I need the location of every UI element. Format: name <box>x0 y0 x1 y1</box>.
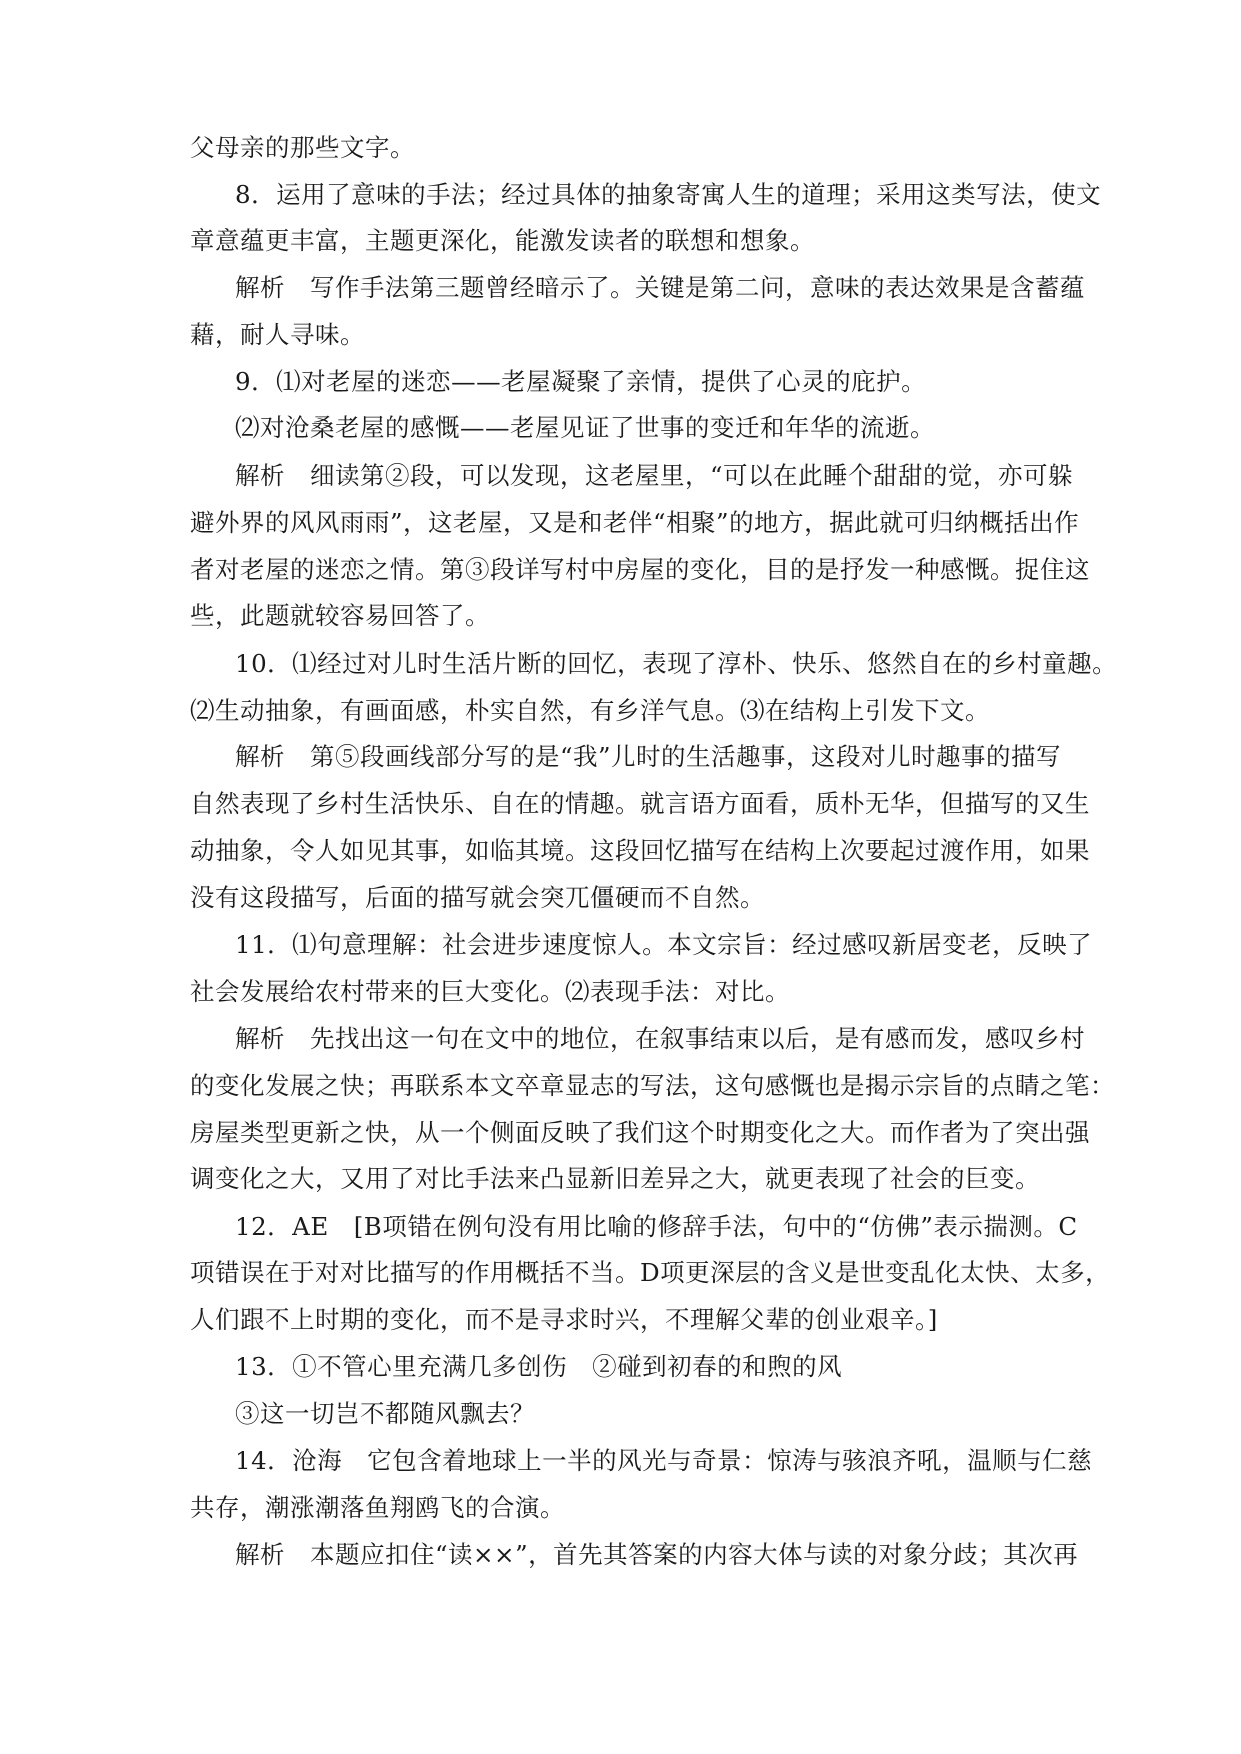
text-line: ⑵生动抽象，有画面感，朴实自然，有乡洋气息。⑶在结构上引发下文。 <box>190 696 990 725</box>
answer-11: 11．⑴句意理解：社会进步速度惊人。本文宗旨：经过感叹新居变老，反映了 <box>235 930 1093 959</box>
text-line: 人们跟不上时期的变化，而不是寻求时兴，不理解父辈的创业艰辛。] <box>190 1305 938 1334</box>
text-line: 避外界的风风雨雨”，这老屋，又是和老伴“相聚”的地方，据此就可归纳概括出作 <box>190 508 1080 537</box>
text-line: 房屋类型更新之快，从一个侧面反映了我们这个时期变化之大。而作者为了突出强 <box>190 1118 1090 1147</box>
answer-9: 9．⑴对老屋的迷恋——老屋凝聚了亲情，提供了心灵的庇护。 <box>235 367 927 396</box>
text-line: 调变化之大，又用了对比手法来凸显新旧差异之大，就更表现了社会的巨变。 <box>190 1164 1040 1193</box>
text-line: 者对老屋的迷恋之情。第③段详写村中房屋的变化，目的是抒发一种感慨。捉住这 <box>190 555 1090 584</box>
answer-10: 10．⑴经过对儿时生活片断的回忆，表现了淳朴、快乐、悠然自在的乡村童趣。 <box>235 649 1118 678</box>
text-line: 的变化发展之快；再联系本文卒章显志的写法，这句感慨也是揭示宗旨的点睛之笔： <box>190 1071 1115 1100</box>
analysis-line: 解析 细读第②段，可以发现，这老屋里，“可以在此睡个甜甜的觉，亦可躲 <box>235 461 1074 490</box>
analysis-line: 解析 第⑤段画线部分写的是“我”儿时的生活趣事，这段对儿时趣事的描写 <box>235 742 1062 771</box>
text-line: 父母亲的那些文字。 <box>190 133 415 162</box>
text-line: 动抽象，令人如见其事，如临其境。这段回忆描写在结构上次要起过渡作用，如果 <box>190 836 1090 865</box>
answer-8: 8．运用了意味的手法；经过具体的抽象寄寓人生的道理；采用这类写法，使文 <box>235 180 1102 209</box>
text-line: 没有这段描写，后面的描写就会突兀僵硬而不自然。 <box>190 883 765 912</box>
text-line: ⑵对沧桑老屋的感慨——老屋见证了世事的变迁和年华的流逝。 <box>235 413 935 442</box>
text-line: 章意蕴更丰富，主题更深化，能激发读者的联想和想象。 <box>190 226 815 255</box>
text-line: 藉，耐人寻味。 <box>190 320 365 349</box>
answer-14: 14．沧海 它包含着地球上一半的风光与奇景：惊涛与骇浪齐吼，温顺与仁慈 <box>235 1446 1093 1475</box>
text-line: 些，此题就较容易回答了。 <box>190 601 490 630</box>
text-line: ③这一切岂不都随风飘去？ <box>235 1399 535 1428</box>
text-line: 社会发展给农村带来的巨大变化。⑵表现手法：对比。 <box>190 977 790 1006</box>
answer-13: 13．①不管心里充满几多创伤 ②碰到初春的和煦的风 <box>235 1352 843 1381</box>
analysis-line: 解析 本题应扣住“读××”，首先其答案的内容大体与读的对象分歧；其次再 <box>235 1540 1079 1569</box>
text-line: 共存，潮涨潮落鱼翔鸥飞的合演。 <box>190 1493 565 1522</box>
analysis-line: 解析 先找出这一句在文中的地位，在叙事结束以后，是有感而发，感叹乡村 <box>235 1024 1085 1053</box>
text-line: 项错误在于对对比描写的作用概括不当。D项更深层的含义是世变乱化太快、太多， <box>190 1258 1111 1287</box>
text-line: 自然表现了乡村生活快乐、自在的情趣。就言语方面看，质朴无华，但描写的又生 <box>190 789 1090 818</box>
analysis-line: 解析 写作手法第三题曾经暗示了。关键是第二问，意味的表达效果是含蓄蕴 <box>235 273 1085 302</box>
answer-12: 12．AE [B项错在例句没有用比喻的修辞手法，句中的“仿佛”表示揣测。C <box>235 1212 1078 1241</box>
